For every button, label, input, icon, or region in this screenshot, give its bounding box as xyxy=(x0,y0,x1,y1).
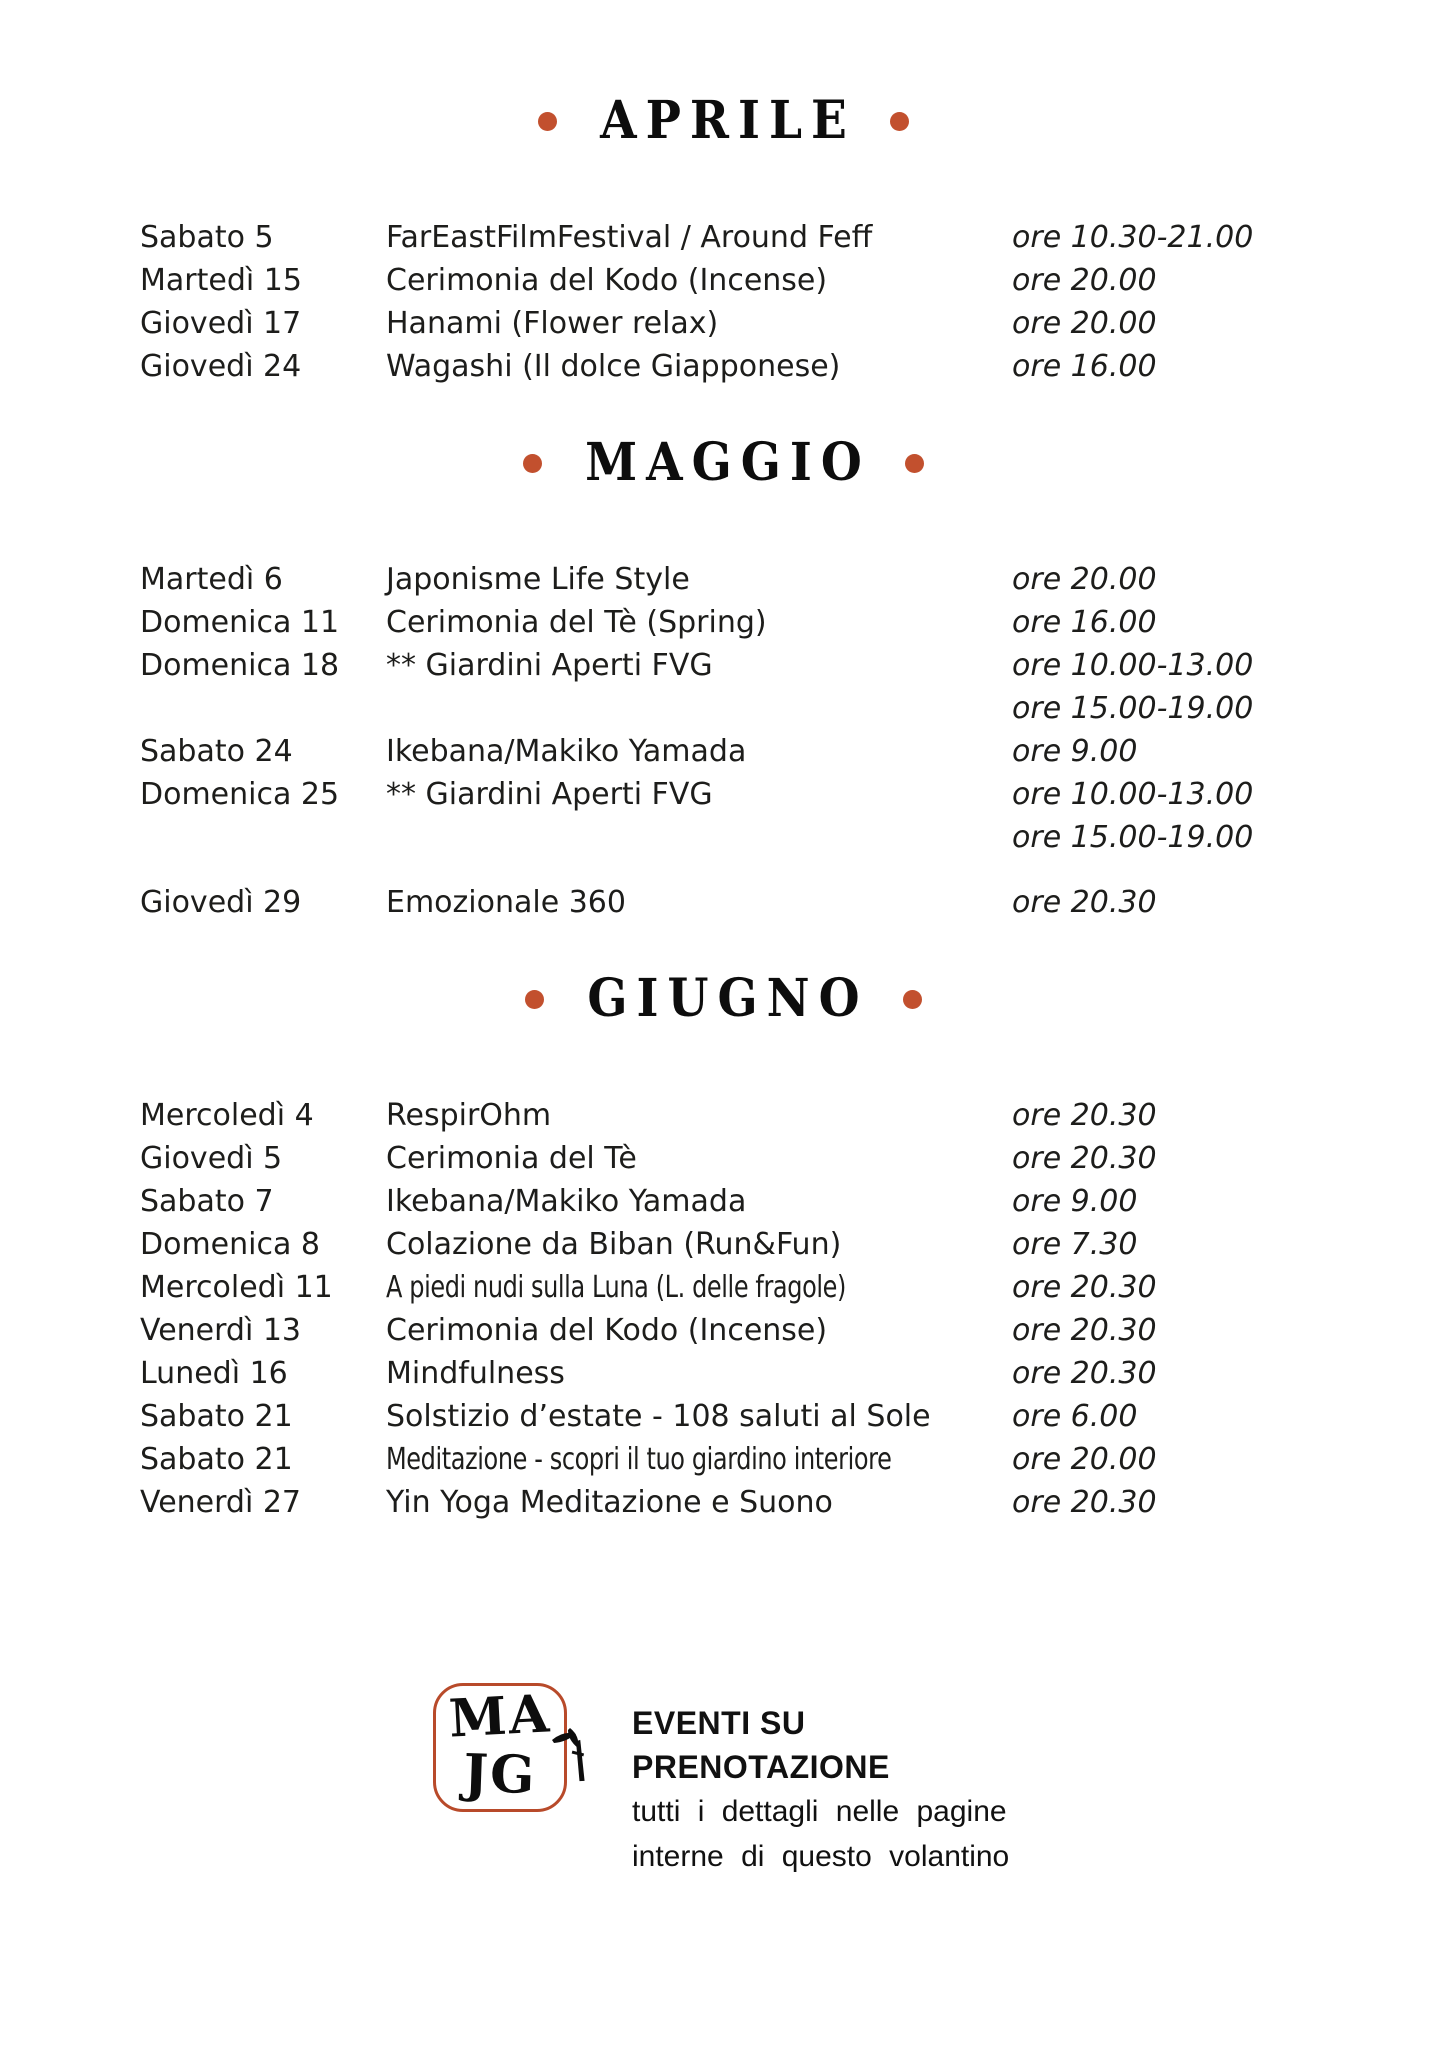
event-row xyxy=(0,1266,1447,1309)
event-date: Giovedì 17 xyxy=(140,306,302,341)
event-date: Sabato 21 xyxy=(140,1399,293,1434)
event-row xyxy=(0,730,1447,773)
event-date: Venerdì 27 xyxy=(140,1485,302,1520)
event-row xyxy=(0,1309,1447,1352)
event-date: Martedì 15 xyxy=(140,263,302,298)
event-row xyxy=(0,302,1447,345)
event-time: ore 10.00-13.00 ore 15.00-19.00 xyxy=(1012,777,1254,855)
event-row xyxy=(0,345,1447,388)
section-title: APRILE xyxy=(600,89,856,152)
event-date: Mercoledì 4 xyxy=(140,1098,314,1133)
event-time: ore 20.00 xyxy=(1012,562,1157,597)
event-row xyxy=(0,1395,1447,1438)
logo-text-jg: JG xyxy=(462,1742,538,1807)
event-time: ore 20.30 xyxy=(1012,1313,1157,1348)
section-maggio xyxy=(0,431,1447,924)
event-title: ** Giardini Aperti FVG xyxy=(386,648,713,683)
event-time: ore 16.00 xyxy=(1012,349,1157,384)
event-title: Cerimonia del Kodo (Incense) xyxy=(386,1313,828,1348)
event-date: Domenica 25 xyxy=(140,777,340,812)
event-time: ore 6.00 xyxy=(1012,1399,1138,1434)
event-row xyxy=(0,773,1447,859)
event-row xyxy=(0,558,1447,601)
bullet-dot-icon xyxy=(523,454,542,473)
event-title: Emozionale 360 xyxy=(386,885,626,920)
footer-line-1: tutti i dettagli nelle pagine xyxy=(632,1795,1007,1828)
section-aprile xyxy=(0,89,1447,388)
event-title: Ikebana/Makiko Yamada xyxy=(386,734,747,769)
event-row xyxy=(0,1137,1447,1180)
bullet-dot-icon xyxy=(525,990,544,1009)
event-time: ore 20.30 xyxy=(1012,1485,1157,1520)
event-time: ore 7.30 xyxy=(1012,1227,1138,1262)
event-time: ore 10.00-13.00 ore 15.00-19.00 xyxy=(1012,648,1254,726)
event-title: Yin Yoga Meditazione e Suono xyxy=(386,1485,833,1520)
event-time: ore 10.30-21.00 xyxy=(1012,220,1254,255)
event-title: Cerimonia del Kodo (Incense) xyxy=(386,263,828,298)
event-time: ore 20.00 xyxy=(1012,306,1157,341)
event-title: Colazione da Biban (Run&Fun) xyxy=(386,1227,842,1262)
event-title: ** Giardini Aperti FVG xyxy=(386,777,713,812)
event-title: FarEastFilmFestival / Around Feff xyxy=(386,220,873,255)
event-date: Domenica 11 xyxy=(140,605,340,640)
event-title: Cerimonia del Tè xyxy=(386,1141,637,1176)
section-header xyxy=(0,967,1447,1030)
event-time: ore 9.00 xyxy=(1012,734,1138,769)
event-time: ore 9.00 xyxy=(1012,1184,1138,1219)
event-date: Sabato 7 xyxy=(140,1184,274,1219)
section-header xyxy=(0,89,1447,152)
event-time: ore 20.30 xyxy=(1012,1141,1157,1176)
bullet-dot-icon xyxy=(890,112,909,131)
event-title: Meditazione - scopri il tuo giardino interiore xyxy=(386,1442,892,1477)
event-row xyxy=(0,601,1447,644)
event-date: Mercoledì 11 xyxy=(140,1270,333,1305)
event-date: Giovedì 5 xyxy=(140,1141,283,1176)
bullet-dot-icon xyxy=(903,990,922,1009)
event-time: ore 20.30 xyxy=(1012,1098,1157,1133)
bullet-dot-icon xyxy=(538,112,557,131)
footer-heading: EVENTI SU PRENOTAZIONE xyxy=(632,1705,890,1785)
bullet-dot-icon xyxy=(905,454,924,473)
event-date: Martedì 6 xyxy=(140,562,283,597)
event-row xyxy=(0,1352,1447,1395)
event-row xyxy=(0,1180,1447,1223)
event-date: Sabato 21 xyxy=(140,1442,293,1477)
event-row xyxy=(0,644,1447,730)
event-date: Giovedì 29 xyxy=(140,885,302,920)
event-title: A piedi nudi sulla Luna (L. delle fragole) xyxy=(386,1270,846,1305)
section-title: MAGGIO xyxy=(585,431,871,494)
section-giugno xyxy=(0,967,1447,1524)
event-time: ore 20.30 xyxy=(1012,885,1157,920)
event-time: ore 20.00 xyxy=(1012,1442,1157,1477)
event-row xyxy=(0,1223,1447,1266)
event-title: Solstizio d’estate - 108 saluti al Sole xyxy=(386,1399,931,1434)
event-title: Hanami (Flower relax) xyxy=(386,306,719,341)
event-row xyxy=(0,259,1447,302)
event-row xyxy=(0,1438,1447,1481)
section-title: GIUGNO xyxy=(587,967,869,1030)
event-title: Mindfulness xyxy=(386,1356,565,1391)
bamboo-icon xyxy=(550,1726,596,1784)
event-date: Lunedì 16 xyxy=(140,1356,288,1391)
event-title: Japonisme Life Style xyxy=(386,562,690,597)
event-row xyxy=(0,881,1447,924)
event-time: ore 20.30 xyxy=(1012,1270,1157,1305)
event-date: Domenica 18 xyxy=(140,648,340,683)
event-time: ore 20.00 xyxy=(1012,263,1157,298)
event-date: Venerdì 13 xyxy=(140,1313,302,1348)
event-title: Cerimonia del Tè (Spring) xyxy=(386,605,767,640)
footer-text xyxy=(632,1701,1052,1879)
event-row xyxy=(0,216,1447,259)
event-date: Sabato 5 xyxy=(140,220,274,255)
majg-logo xyxy=(433,1683,567,1812)
event-time: ore 16.00 xyxy=(1012,605,1157,640)
event-date: Giovedì 24 xyxy=(140,349,302,384)
event-row xyxy=(0,1481,1447,1524)
event-title: Wagashi (Il dolce Giapponese) xyxy=(386,349,841,384)
event-date: Sabato 24 xyxy=(140,734,293,769)
event-time: ore 20.30 xyxy=(1012,1356,1157,1391)
event-date: Domenica 8 xyxy=(140,1227,320,1262)
event-title: Ikebana/Makiko Yamada xyxy=(386,1184,747,1219)
section-header xyxy=(0,431,1447,494)
footer xyxy=(0,1683,1447,1873)
footer-line-2: interne di questo volantino xyxy=(632,1840,1010,1873)
event-title: RespirOhm xyxy=(386,1098,552,1133)
logo-text-ma: MA xyxy=(447,1683,553,1750)
event-row xyxy=(0,1094,1447,1137)
